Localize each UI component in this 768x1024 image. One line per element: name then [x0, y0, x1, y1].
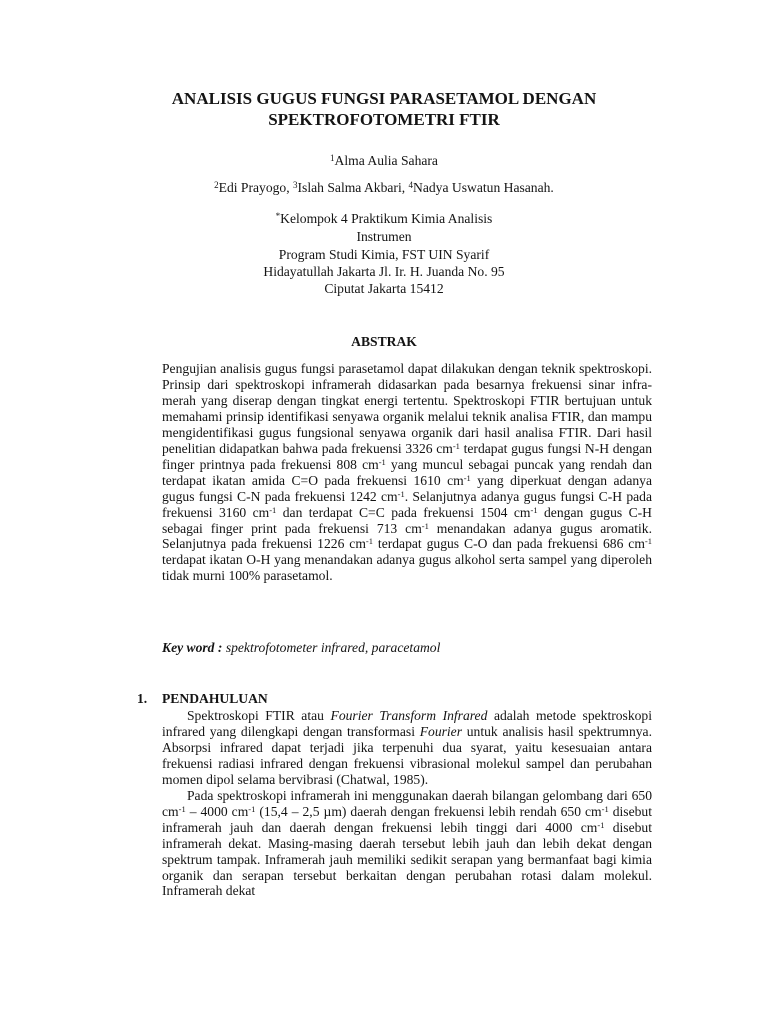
text-segment: – 4000 cm: [185, 803, 249, 819]
exponent: -1: [178, 803, 186, 814]
exponent: -1: [378, 456, 386, 467]
abstract-segment: menandakan adanya gugus aromatik. Selanjutnya pada frekuensi 1226 cm: [162, 520, 652, 552]
exponent: -1: [421, 520, 429, 531]
text-segment: Pada spektroskopi inframerah ini menggunakan daerah bilangan gelombang dari 650 cm: [162, 787, 652, 819]
keywords-value: spektrofotometer infrared, paracetamol: [225, 640, 441, 655]
author-superscript: 1: [330, 153, 335, 163]
exponent: -1: [269, 504, 277, 515]
first-author-name: Alma Aulia Sahara: [334, 153, 438, 168]
author-name: Nadya Uswatun Hasanah.: [413, 180, 554, 195]
affiliation-line-5: Ciputat Jakarta 15412: [324, 281, 444, 296]
text-segment: untuk analisis hasil spektrumnya. Absorpsi infrared dapat terjadi jika terpenuhi dua syarat, yaitu kesesuaian antara frekuensi radiasi infrared dengan frekuensi vibrasional molekul sampel dan perubahan momen dipol selama bervibrasi (Chatwal, 1985).: [162, 723, 652, 787]
text-segment: adalah metode spektroskopi infrared yang dilengkapi dengan transformasi: [162, 708, 653, 739]
abstract-segment: terdapat gugus fungsi N-H dengan finger printnya pada frekuensi 808 cm: [162, 440, 652, 472]
keywords: [162, 640, 652, 656]
abstract-segment: Pengujian analisis gugus fungsi parasetamol dapat dilakukan dengan teknik spektroskopi. Prinsip dari spektroskopi inframerah didasarkan pada besarnya frekuensi sinar infra-merah yang diserap dengan tingkat energi tertentu. Spektroskopi FTIR bertujuan untuk memahami prinsip identifikasi senyawa organik melalui teknik analisa FTIR, dan mampu mengidentifikasi gugus fungsional senyawa organik dari hasil analisa FTIR. Dari hasil penelitian didapatkan bahwa pada frekuensi 3326 cm: [162, 361, 652, 456]
affiliation-line-4: Hidayatullah Jakarta Jl. Ir. H. Juanda No. 95: [263, 264, 505, 279]
exponent: -1: [644, 536, 652, 547]
text-segment: (15,4 – 2,5 µm) daerah dengan frekuensi lebih rendah 650 cm: [255, 803, 602, 819]
exponent: -1: [601, 803, 609, 814]
affiliation-line-3: Program Studi Kimia, FST UIN Syarif: [278, 247, 490, 262]
abstract-segment: yang muncul sebagai puncak yang rendah dan terdapat ikatan amida C=O pada frekuensi 1610 cm: [162, 456, 652, 488]
author-name: Islah Salma Akbari,: [297, 180, 409, 195]
paragraph-1: [162, 708, 652, 788]
affiliation-text: Kelompok 4 Praktikum Kimia Analisis: [280, 211, 493, 226]
author-superscript: 3: [293, 180, 298, 190]
author-superscript: 2: [214, 180, 219, 190]
co-authors: [100, 179, 668, 197]
paper-title-line-1: ANALISIS GUGUS FUNGSI PARASETAMOL DENGAN: [171, 89, 597, 108]
exponent: -1: [248, 803, 256, 814]
paragraph-2: [162, 788, 652, 900]
exponent: -1: [530, 504, 538, 515]
affiliation-line-2: Instrumen: [356, 229, 412, 244]
author-name: Edi Prayogo,: [218, 180, 294, 195]
paper-title: [100, 88, 668, 130]
paper-title-line-2: SPEKTROFOTOMETRI FTIR: [268, 110, 500, 129]
italic-term: Fourier: [419, 723, 463, 739]
exponent: -1: [397, 488, 405, 499]
affiliation-superscript: *: [275, 211, 281, 221]
text-segment: disebut inframerah jauh dan daerah dengan frekuensi lebih tinggi dari 4000 cm: [162, 803, 653, 835]
text-segment: disebut inframerah dekat. Masing-masing daerah tersebut lebih jauh dan lebih dekat dengan spektrum tampak. Inframerah jauh memiliki sedikit serapan yang bermanfaat bagi kimia organik dan serapan tersebut berkaitan dengan perubahan rotasi dalam molekul. Inframerah dekat: [162, 819, 653, 899]
affiliation-line-1: [100, 210, 668, 228]
abstract-segment: yang diperkuat dengan adanya gugus fungsi C-N pada frekuensi 1242 cm: [162, 472, 652, 504]
section-title: PENDAHULUAN: [162, 691, 268, 706]
exponent: -1: [365, 536, 373, 547]
abstract-segment: terdapat ikatan O-H yang menandakan adanya gugus alkohol serta sampel yang diperoleh tidak murni 100% parasetamol.: [162, 552, 652, 584]
abstract-segment: terdapat gugus C-O dan pada frekuensi 686 cm: [373, 536, 645, 552]
keywords-label: Key word :: [162, 640, 226, 655]
first-author: [100, 152, 668, 170]
exponent: -1: [463, 472, 471, 483]
author-superscript: 4: [408, 180, 414, 190]
text-segment: Spektroskopi FTIR atau: [187, 708, 331, 723]
abstract-segment: dan terdapat C=C pada frekuensi 1504 cm: [276, 504, 531, 520]
italic-term: Fourier Transform Infrared: [330, 708, 488, 723]
abstract-heading: ABSTRAK: [351, 334, 417, 349]
abstract-segment: dengan gugus C-H sebagai finger print pada frekuensi 713 cm: [162, 504, 652, 536]
exponent: -1: [597, 819, 605, 830]
section-number: 1.: [137, 691, 148, 706]
abstract-segment: . Selanjutnya adanya gugus fungsi C-H pada frekuensi 3160 cm: [162, 488, 652, 520]
section-body: [162, 708, 652, 899]
abstract-text: [162, 361, 652, 584]
exponent: -1: [452, 440, 460, 451]
